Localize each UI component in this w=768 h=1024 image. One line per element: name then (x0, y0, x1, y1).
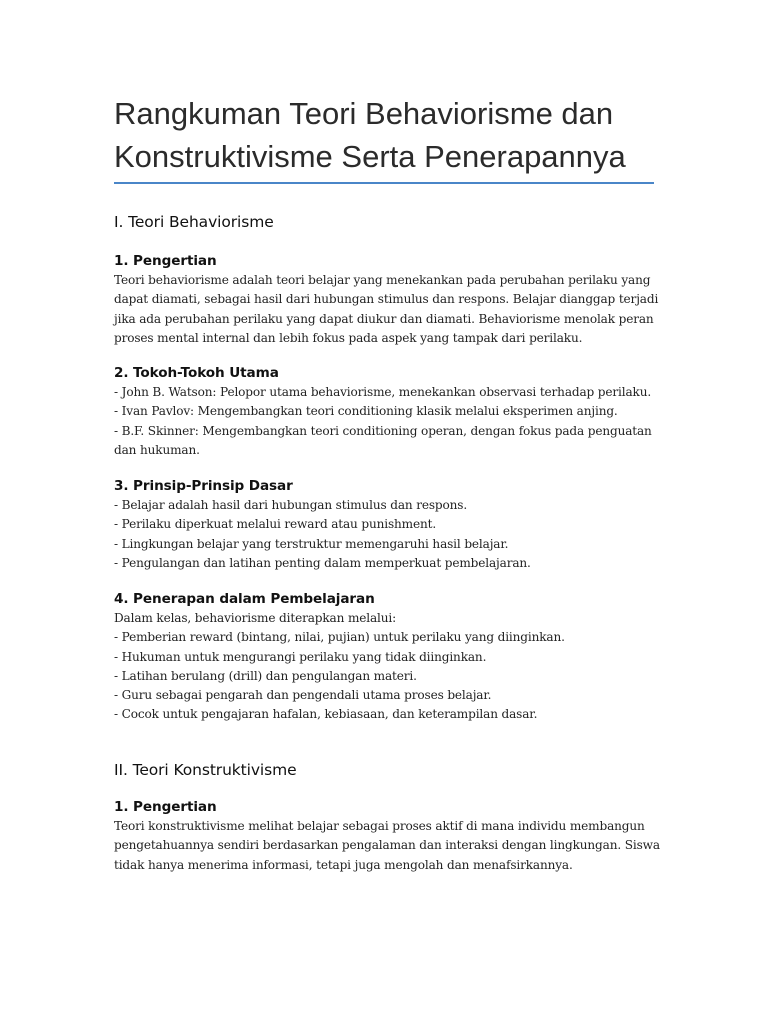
paragraph-line: pengetahuannya sendiri berdasarkan pengalaman dan interaksi dengan lingkungan. Siswa (114, 838, 660, 853)
list-item: - Hukuman untuk mengurangi perilaku yang tidak diinginkan. (114, 649, 487, 664)
behaviorisme-prinsip (114, 478, 659, 573)
list-item: - Guru sebagai pengarah dan pengendali utama proses belajar. (114, 688, 492, 703)
list-item: - Pengulangan dan latihan penting dalam memperkuat pembelajaran. (114, 555, 531, 570)
paragraph-line: Dalam kelas, behaviorisme diterapkan melalui: (114, 611, 397, 625)
sub-heading: 4. Penerapan dalam Pembelajaran (114, 591, 375, 607)
list-item: - Perilaku diperkuat melalui reward atau punishment. (114, 517, 437, 532)
sub-heading: 2. Tokoh-Tokoh Utama (114, 365, 279, 381)
sub-heading: 1. Pengertian (114, 253, 217, 269)
list-item: dan hukuman. (114, 442, 200, 457)
behaviorisme-tokoh (114, 365, 659, 460)
list-item: - Cocok untuk pengajaran hafalan, kebiasaan, dan keterampilan dasar. (114, 707, 538, 722)
sub-heading: 3. Prinsip-Prinsip Dasar (114, 478, 293, 494)
list-item: - Lingkungan belajar yang terstruktur memengaruhi hasil belajar. (114, 536, 509, 551)
paragraph-line: jika ada perubahan perilaku yang dapat diukur dan diamati. Behaviorisme menolak peran (114, 311, 654, 326)
title-line-2: Konstruktivisme Serta Penerapannya (114, 139, 626, 174)
list-item: - Belajar adalah hasil dari hubungan stimulus dan respons. (114, 498, 468, 512)
list-item: - Latihan berulang (drill) dan pengulangan materi. (114, 668, 417, 683)
paragraph-line: Teori behaviorisme adalah teori belajar yang menekankan pada perubahan perilaku yang (114, 273, 651, 287)
title-line-1: Rangkuman Teori Behaviorisme dan (114, 96, 614, 131)
document-title (114, 92, 654, 184)
behaviorisme-pengertian (114, 253, 659, 348)
section-heading: II. Teori Konstruktivisme (114, 761, 297, 779)
paragraph-line: tidak hanya menerima informasi, tetapi juga mengolah dan menafsirkannya. (114, 857, 573, 872)
list-item: - Pemberian reward (bintang, nilai, pujian) untuk perilaku yang diinginkan. (114, 630, 565, 645)
section-heading: I. Teori Behaviorisme (114, 213, 274, 231)
paragraph-line: proses mental internal dan lebih fokus pada aspek yang tampak dari perilaku. (114, 330, 583, 345)
list-item: - John B. Watson: Pelopor utama behaviorisme, menekankan observasi terhadap perilaku. (114, 385, 652, 399)
sub-heading: 1. Pengertian (114, 799, 217, 815)
section-behaviorisme-heading-block (114, 213, 659, 231)
list-item: - B.F. Skinner: Mengembangkan teori conditioning operan, dengan fokus pada penguatan (114, 423, 652, 438)
list-item: - Ivan Pavlov: Mengembangkan teori conditioning klasik melalui eksperimen anjing. (114, 404, 618, 419)
behaviorisme-penerapan (114, 591, 659, 725)
konstruktivisme-pengertian (114, 799, 659, 875)
section-konstruktivisme-heading-block (114, 761, 659, 779)
paragraph-line: dapat diamati, sebagai hasil dari hubungan stimulus dan respons. Belajar dianggap terjadi (114, 292, 659, 307)
paragraph-line: Teori konstruktivisme melihat belajar sebagai proses aktif di mana individu membangun (114, 819, 645, 833)
document-page (114, 92, 660, 872)
